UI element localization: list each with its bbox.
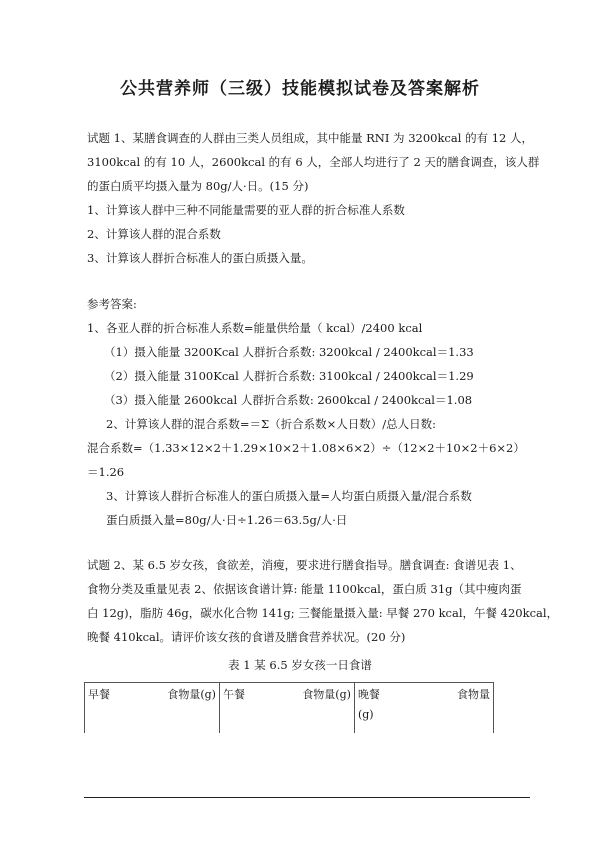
page-title: 公共营养师（三级）技能模拟试卷及答案解析 [120, 79, 480, 99]
lunch-header-cell [219, 683, 354, 734]
q2-line-4: 晚餐 410kcal。请评价该女孩的食谱及膳食营养状况。(20 分) [87, 630, 406, 644]
dinner-amount-unit: (g) [357, 708, 374, 721]
answer-mix-formula: 混合系数=（1.33×12×2＋1.29×10×2＋1.08×6×2）÷（12×2＋10×2＋6×2） [87, 441, 525, 455]
q2-line-3: 白 12g)，脂肪 46g，碳水化合物 141g; 三餐能量摄入量: 早餐 270 kcal，午餐 420kcal， [87, 606, 559, 620]
q2-line-1: 试题 2、某 6.5 岁女孩，食欲差，消瘦，要求进行膳食指导。膳食调查: 食谱见表 1、 [87, 558, 522, 572]
answer-protein: 蛋白质摄入量=80g/人·日÷1.26＝63.5g/人·日 [106, 513, 348, 527]
answer-step-3: 3、计算该人群折合标准人的蛋白质摄入量=人均蛋白质摄入量/混合系数 [106, 489, 472, 503]
q1-line-1: 试题 1、某膳食调查的人群由三类人员组成，其中能量 RNI 为 3200kcal 的有 12 人， [87, 131, 534, 145]
breakfast-amount-header: 食物量(g) [167, 688, 216, 701]
q1-task-3: 3、计算该人群折合标准人的蛋白质摄入量。 [87, 251, 313, 265]
footer-divider [84, 797, 530, 798]
q1-task-2: 2、计算该人群的混合系数 [87, 227, 221, 241]
dinner-amount-header: 食物量 [457, 688, 490, 701]
q1-line-3: 的蛋白质平均摄入量为 80g/人·日。(15 分) [87, 179, 309, 193]
q1-line-2: 3100kcal 的有 10 人，2600kcal 的有 6 人，全部人均进行了 2 天的膳食调查，该人群 [87, 155, 540, 169]
lunch-label: 午餐 [222, 688, 245, 701]
q2-line-2: 食物分类及重量见表 2、依据该食谱计算: 能量 1100kcal，蛋白质 31g（其中瘦肉蛋 [87, 582, 522, 596]
table-caption: 表 1 某 6.5 岁女孩一日食谱 [228, 658, 372, 672]
answer-heading: 参考答案: [87, 297, 137, 311]
answer-coef-3: （3）摄入能量 2600kcal 人群折合系数: 2600kcal / 2400kcal＝1.08 [104, 393, 473, 407]
dinner-label: 晚餐 [357, 688, 380, 701]
answer-step-1: 1、各亚人群的折合标准人系数=能量供给量（ kcal）/2400 kcal [87, 321, 423, 335]
q1-task-1: 1、计算该人群中三种不同能量需要的亚人群的折合标准人系数 [87, 203, 405, 217]
table-row [85, 683, 494, 734]
answer-coef-1: （1）摄入能量 3200Kcal 人群折合系数: 3200kcal / 2400kcal＝1.33 [104, 345, 474, 359]
answer-mix-result: ＝1.26 [87, 465, 125, 479]
breakfast-label: 早餐 [88, 688, 110, 701]
breakfast-header-cell [85, 683, 220, 734]
dinner-header-cell [354, 683, 493, 734]
answer-coef-2: （2）摄入能量 3100Kcal 人群折合系数: 3100kcal / 2400kcal＝1.29 [104, 369, 474, 383]
meal-table [84, 682, 494, 733]
lunch-amount-header: 食物量(g) [302, 688, 351, 701]
answer-step-2: 2、计算该人群的混合系数=＝Σ（折合系数×人日数）/总人日数: [106, 417, 436, 431]
